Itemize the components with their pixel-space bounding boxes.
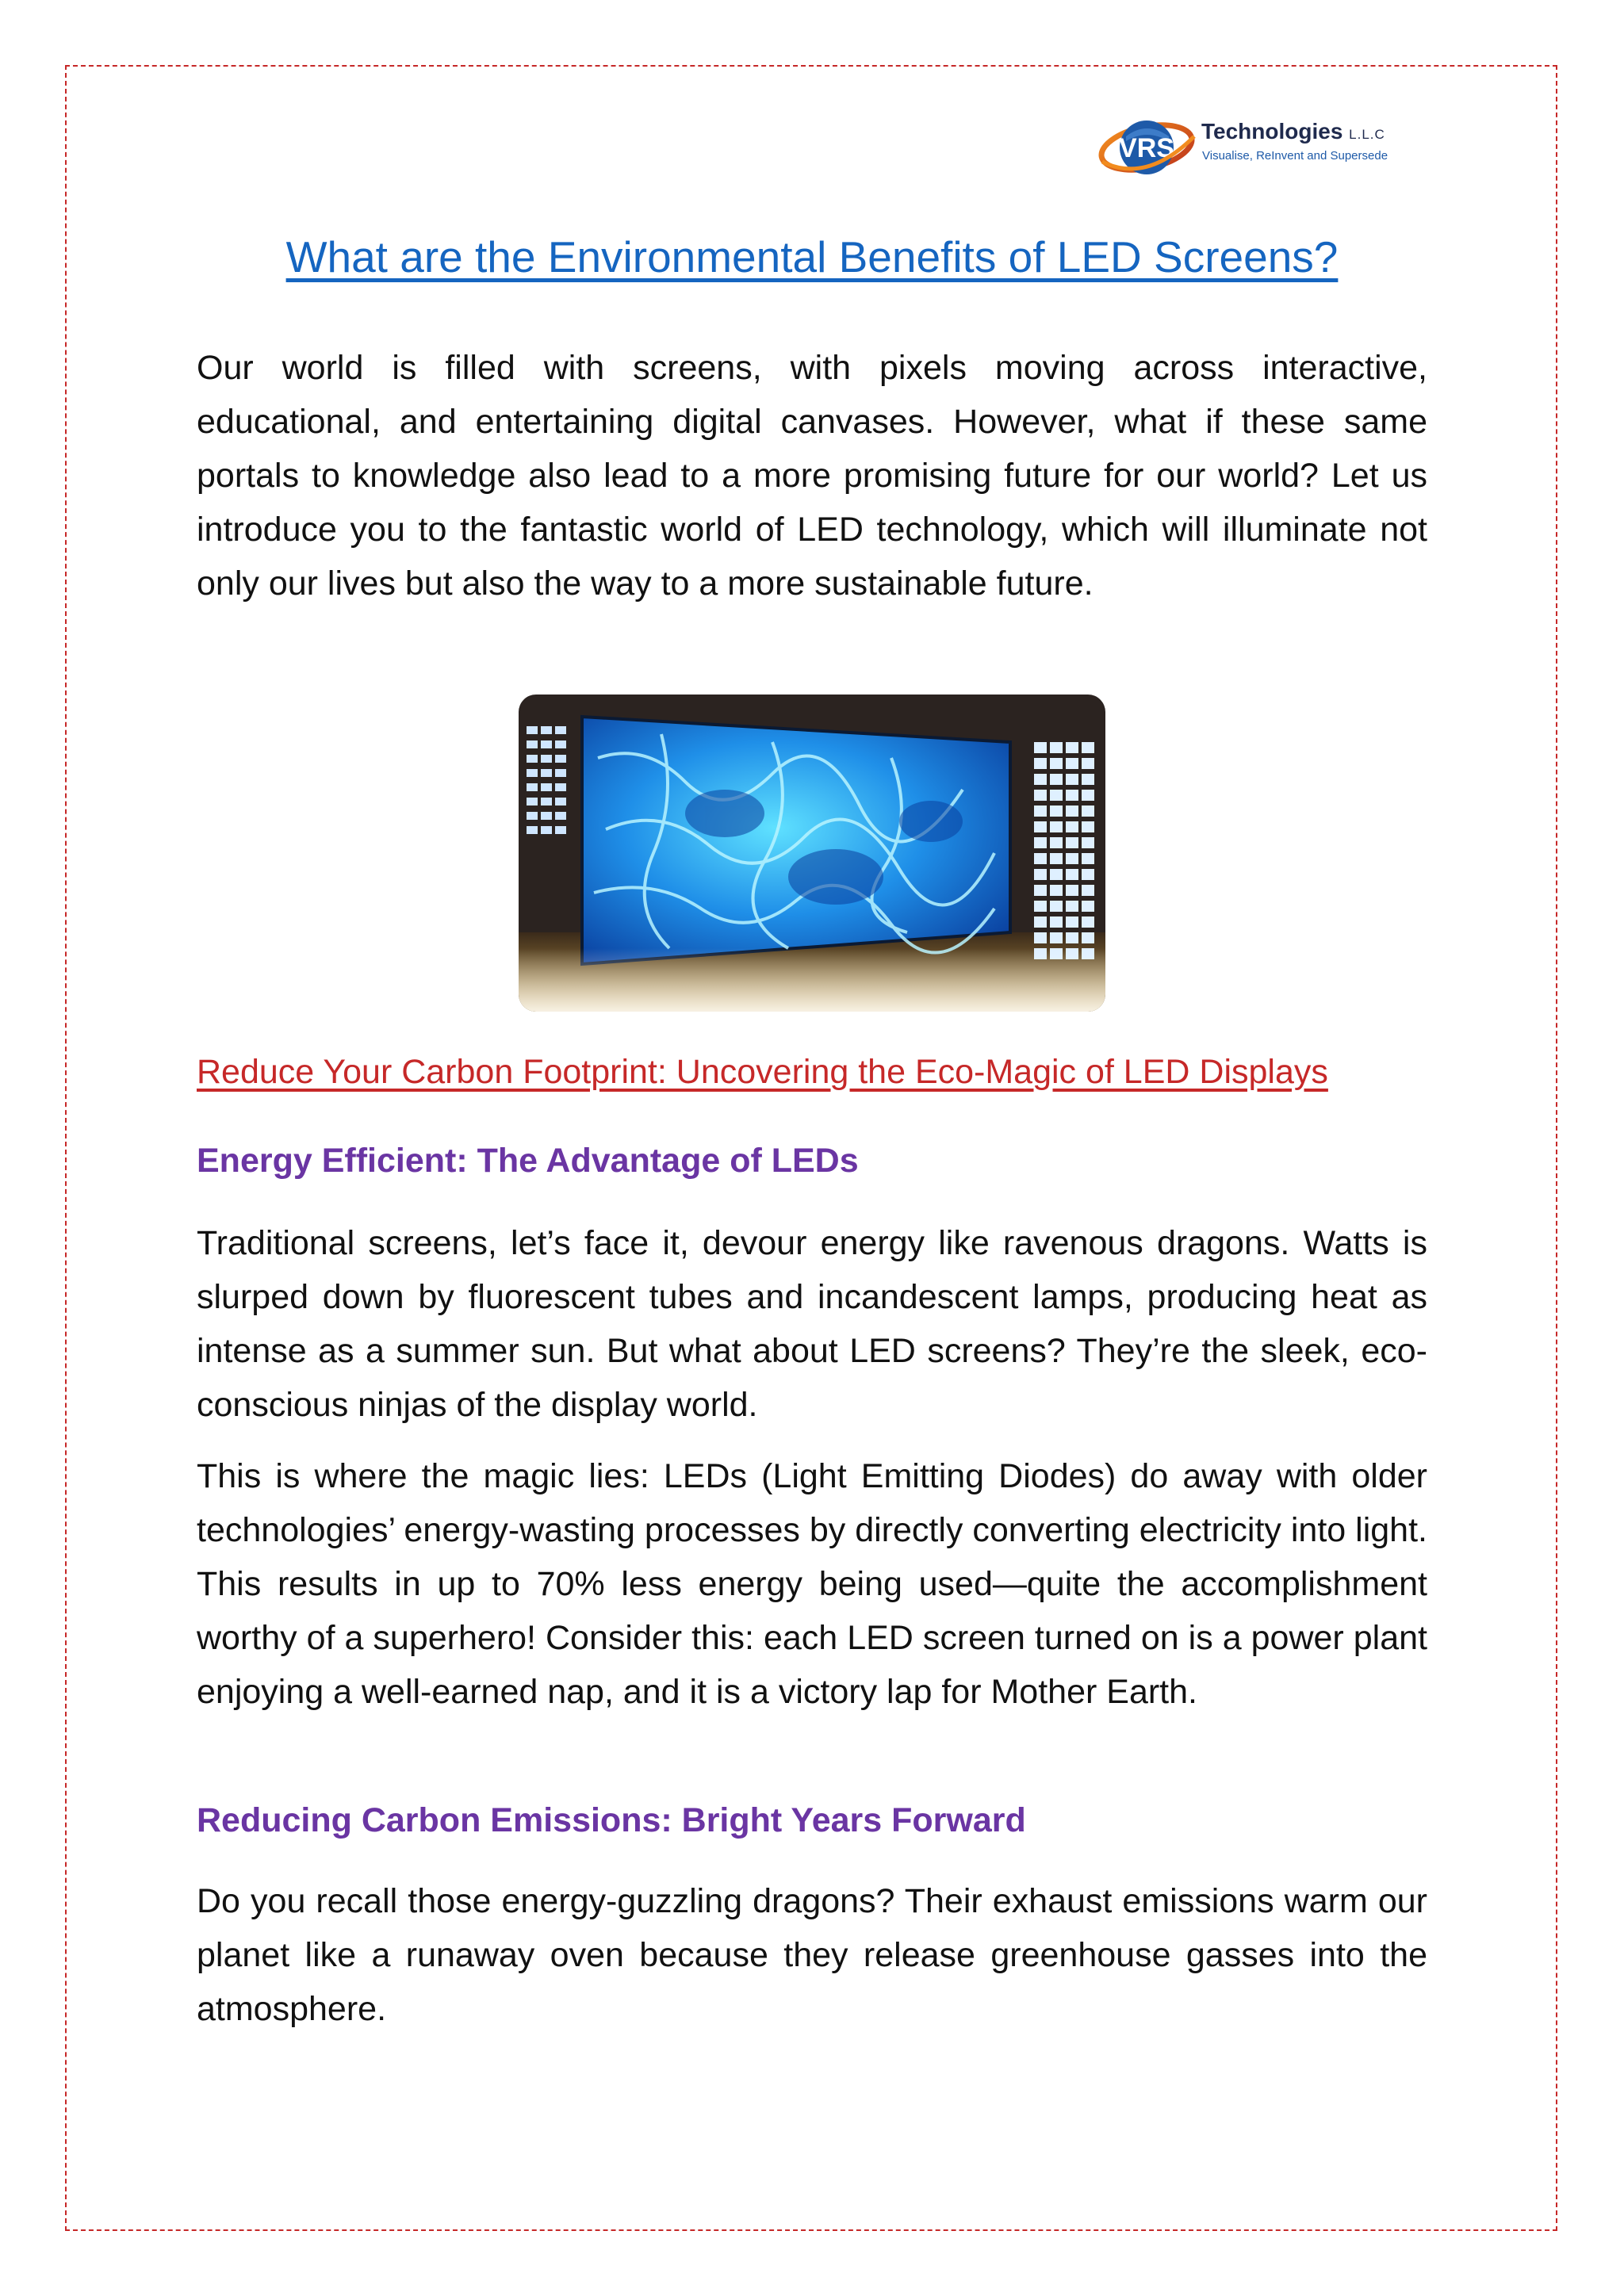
energy-paragraph-1: Traditional screens, let’s face it, devour energy like ravenous dragons. Watts is slurped down by fluorescent tubes and incandescent lamps, producing heat as intense as a summer sun. But what about LED screens? They’re the sleek, eco-conscious ninjas of the display world. <box>197 1224 1427 1424</box>
vrs-logo-mark <box>1094 113 1205 184</box>
logo-tagline: Visualise, ReInvent and Supersede <box>1202 149 1388 163</box>
intro-paragraph: Our world is filled with screens, with pixels moving across interactive, educational, and entertaining digital canvases. However, what if these same portals to knowledge also lead to a more promising future for our world? Let us introduce you to the fantastic world of LED technology, which will illuminate not only our lives but also the way to a more sustainable future. <box>197 349 1427 603</box>
led-screen-illustration <box>519 695 1105 1012</box>
energy-paragraph-2: This is where the magic lies: LEDs (Light Emitting Diodes) do away with older technologies’ energy-wasting processes by directly converting electricity into light. This results in up to 70% less energy being used—quite the accomplishment worthy of a superhero! Consider this: each LED screen turned on is a power plant enjoying a well-earned nap, and it is a victory lap for Mother Earth. <box>197 1457 1427 1711</box>
energy-heading: Energy Efficient: The Advantage of LEDs <box>197 1142 859 1180</box>
logo-suffix: L.L.C <box>1349 127 1385 142</box>
logo-mark-text: VRS <box>1119 133 1174 163</box>
logo-name-text: Technologies <box>1201 119 1343 144</box>
emissions-paragraph-1: Do you recall those energy-guzzling dragons? Their exhaust emissions warm our planet like a runaway oven because they release greenhouse gasses into the atmosphere. <box>197 1882 1427 2028</box>
emissions-heading: Reducing Carbon Emissions: Bright Years Forward <box>197 1801 1026 1839</box>
section-heading[interactable]: Reduce Your Carbon Footprint: Uncovering the Eco-Magic of LED Displays <box>197 1053 1328 1091</box>
company-logo <box>1094 113 1427 184</box>
led-screen-image <box>519 695 1105 1012</box>
logo-name <box>1201 119 1385 144</box>
page-title[interactable]: What are the Environmental Benefits of LED Screens? <box>285 232 1339 281</box>
